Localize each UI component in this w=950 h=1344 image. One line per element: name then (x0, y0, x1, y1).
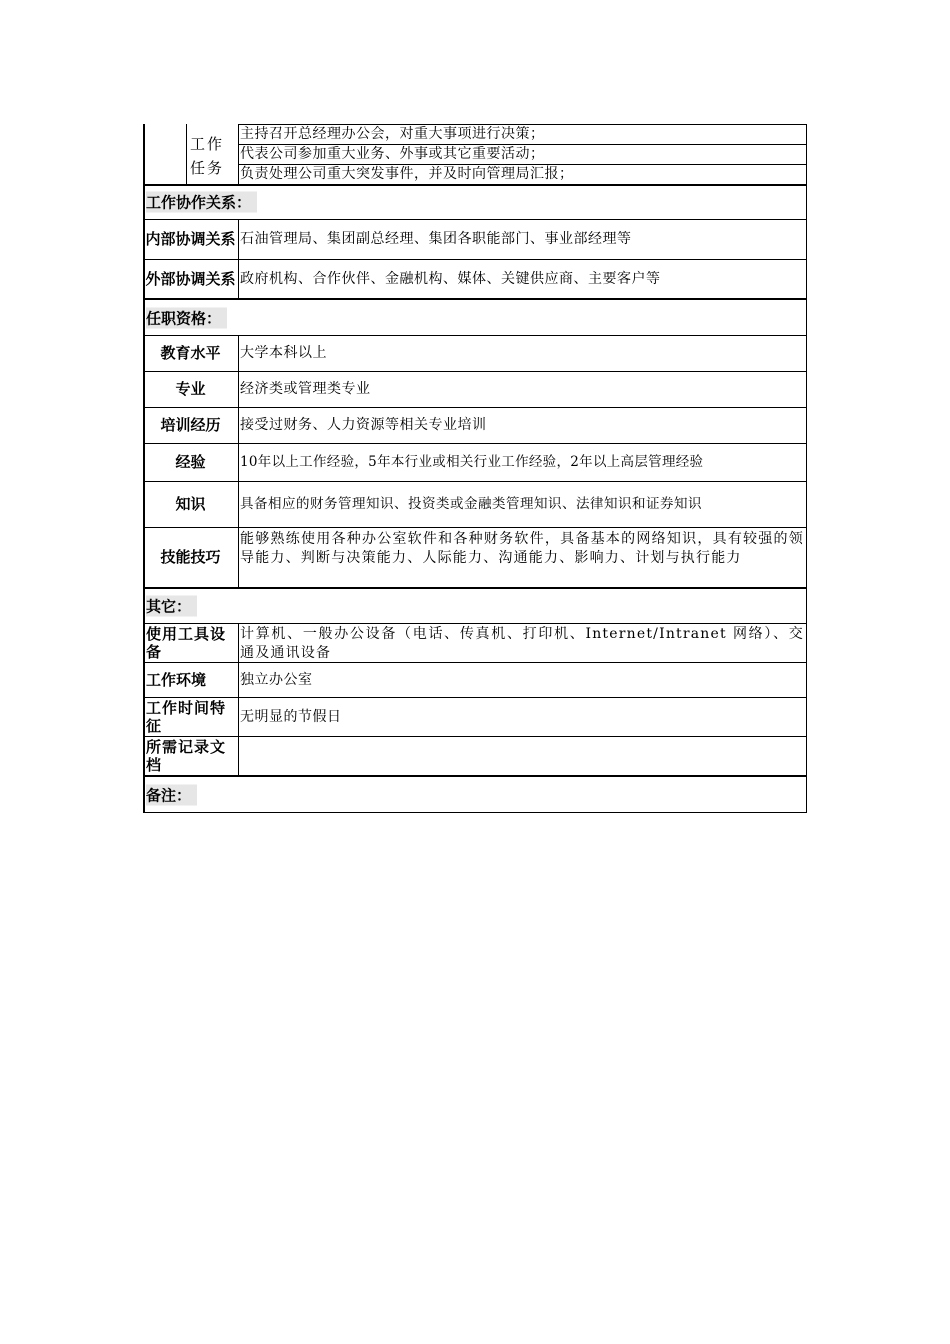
table-border-right (806, 124, 807, 813)
grid-line (143, 443, 807, 444)
education-value: 大学本科以上 (240, 345, 327, 361)
grid-line (238, 219, 239, 299)
grid-line (238, 144, 807, 145)
records-label: 所需记录文档 (146, 738, 227, 774)
grid-line (143, 259, 807, 260)
grid-line (143, 184, 807, 186)
section-title: 任职资格： (146, 307, 227, 328)
grid-line (238, 124, 807, 125)
grid-line (143, 298, 807, 300)
grid-line (143, 736, 807, 737)
grid-line (143, 587, 807, 589)
knowledge-value: 具备相应的财务管理知识、投资类或金融类管理知识、法律知识和证券知识 (240, 496, 702, 512)
grid-line (143, 219, 807, 220)
grid-line (238, 164, 807, 165)
external-relations-value: 政府机构、合作伙伴、金融机构、媒体、关键供应商、主要客户等 (240, 271, 661, 287)
education-label: 教育水平 (160, 344, 221, 362)
duty-item: 代表公司参加重大业务、外事或其它重要活动； (240, 145, 545, 162)
external-relations-label: 外部协调关系 (145, 270, 236, 288)
table-border-bottom (143, 812, 807, 813)
knowledge-label: 知识 (175, 495, 206, 513)
internal-relations-value: 石油管理局、集团副总经理、集团各职能部门、事业部经理等 (240, 231, 632, 247)
grid-line (143, 697, 807, 698)
section-title: 工作协作关系： (146, 192, 257, 213)
duty-item: 主持召开总经理办公会，对重大事项进行决策； (240, 125, 545, 142)
duty-item: 负责处理公司重大突发事件，并及时向管理局汇报； (240, 165, 574, 182)
training-value: 接受过财务、人力资源等相关专业培训 (240, 417, 487, 433)
grid-line (186, 124, 187, 185)
environment-label: 工作环境 (146, 670, 207, 689)
tools-value: 计算机、一般办公设备（电话、传真机、打印机、Internet/Intranet 网络）、交通及通讯设备 (240, 626, 804, 661)
duties-label: 工作任务 (190, 135, 225, 177)
major-label: 专业 (175, 380, 206, 398)
grid-line (143, 371, 807, 372)
training-label: 培训经历 (160, 416, 221, 434)
grid-line (143, 335, 807, 336)
grid-line (238, 623, 239, 776)
grid-line (143, 662, 807, 663)
section-title: 备注： (146, 785, 197, 806)
grid-line (143, 527, 807, 528)
environment-value: 独立办公室 (240, 671, 313, 688)
grid-line (143, 481, 807, 482)
experience-label: 经验 (175, 453, 206, 471)
experience-value: 10年以上工作经验，5年本行业或相关行业工作经验，2年以上高层管理经验 (240, 454, 704, 470)
work-time-value: 无明显的节假日 (240, 708, 342, 725)
qualifications-header (143, 300, 807, 335)
grid-line (143, 775, 807, 777)
grid-line (143, 623, 807, 624)
internal-relations-label: 内部协调关系 (145, 230, 236, 248)
grid-line (238, 335, 239, 588)
remarks-header (143, 778, 807, 812)
major-value: 经济类或管理类专业 (240, 381, 371, 397)
work-time-label: 工作时间特征 (146, 699, 227, 735)
table-border-left (143, 124, 145, 813)
skills-label: 技能技巧 (160, 548, 221, 566)
records-value (238, 737, 807, 775)
other-header (143, 589, 807, 623)
tools-label: 使用工具设备 (146, 625, 227, 661)
skills-value: 能够熟练使用各种办公室软件和各种财务软件，具备基本的网络知识，具有较强的领导能力、判断与决策能力、人际能力、沟通能力、影响力、计划与执行能力 (240, 531, 804, 566)
grid-line (143, 407, 807, 408)
section-title: 其它： (146, 596, 197, 617)
grid-line (238, 124, 239, 185)
relations-header (143, 185, 807, 219)
